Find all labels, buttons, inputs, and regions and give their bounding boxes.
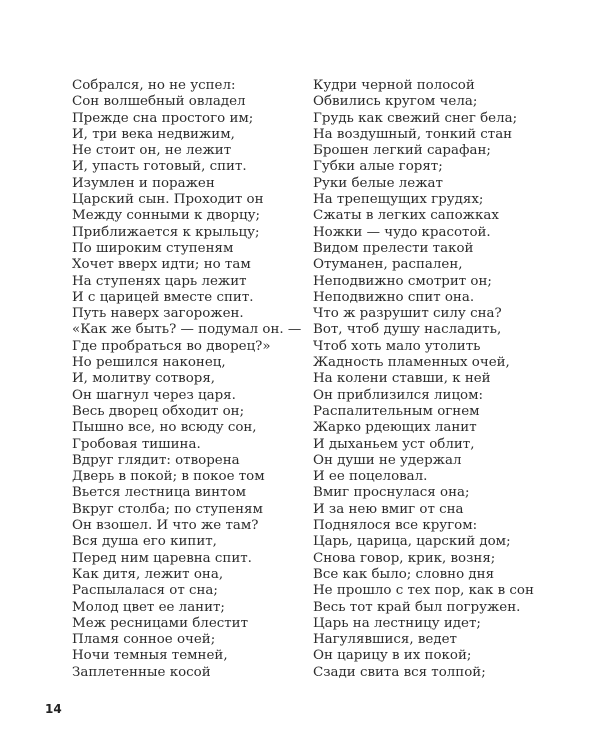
poem-line: И ее поцеловал. [313, 469, 428, 485]
poem-line: Вмиг проснулася она; [313, 485, 470, 501]
poem-right-column [313, 78, 534, 681]
poem-line: Вкруг столба; по ступеням [72, 501, 263, 517]
poem-line: И за нею вмиг от сна [313, 501, 464, 517]
poem-line: Распылалася от сна; [72, 583, 218, 599]
poem-line: Вдруг глядит: отворена [72, 452, 240, 468]
poem-line: На воздушный, тонкий стан [313, 126, 513, 142]
poem-line: Сзади свита вся толпой; [313, 664, 486, 680]
poem-line: Дверь в покой; в покое том [72, 469, 265, 485]
poem-line: Обвились кругом чела; [313, 94, 478, 110]
poem-line: Пламя сонное очей; [72, 632, 216, 648]
poem-line: Весь тот край был погружен. [313, 599, 521, 615]
poem-line: Где пробраться во дворец?» [72, 338, 271, 354]
poem-line: «Как же быть? — подумал он. — [72, 322, 302, 338]
poem-line: Жадность пламенных очей, [313, 355, 510, 371]
poem-line: Пышно все, но всюду сон, [72, 420, 257, 436]
poem-line: Путь наверх загорожен. [72, 306, 244, 322]
poem-line: Вся душа его кипит, [72, 534, 217, 550]
poem-left-column [72, 78, 301, 681]
poem-line: И, три века недвижим, [72, 126, 235, 142]
poem-line: И, молитву сотворя, [72, 371, 216, 387]
poem-line: Весь дворец обходит он; [72, 403, 245, 419]
poem-line: Он души не удержал [313, 452, 462, 468]
poem-line: Руки белые лежат [313, 175, 443, 191]
poem-line: Царь, царица, царский дом; [313, 534, 511, 550]
poem-line: На трепещущих грудях; [313, 192, 484, 208]
poem-line: Меж ресницами блестит [72, 615, 248, 631]
poem-line: Хочет вверх идти; но там [72, 257, 251, 273]
poem-line: Гробовая тишина. [72, 436, 201, 452]
poem-line: Грудь как свежий снег бела; [313, 110, 518, 126]
poem-line: Вот, чтоб душу насладить, [313, 322, 502, 338]
poem-line: Он царицу в их покой; [313, 648, 472, 664]
poem-line: Сон волшебный овладел [72, 94, 246, 110]
poem-line: Кудри черной полосой [313, 78, 475, 93]
poem-line: И, упасть готовый, спит. [72, 159, 247, 175]
poem-line: Нагулявшися, ведет [313, 632, 457, 648]
poem-line: Ночи темныя темней, [72, 648, 228, 664]
poem-line: Царь на лестницу идет; [313, 615, 481, 631]
poem-line: Сжаты в легких сапожках [313, 208, 499, 224]
poem-line: И дыханьем уст облит, [313, 436, 475, 452]
poem-line: Все как было; словно дня [313, 566, 495, 582]
poem-line: На ступенях царь лежит [72, 273, 247, 289]
poem-line: Неподвижно смотрит он; [313, 273, 492, 289]
poem-line: Поднялося все кругом: [313, 518, 478, 534]
poem-line: Перед ним царевна спит. [72, 550, 252, 566]
poem-line: Заплетенные косой [72, 664, 211, 680]
poem-line: Что ж разрушит силу сна? [313, 306, 502, 322]
poem-line: Чтоб хоть мало утолить [313, 338, 481, 354]
page-number: 14 [45, 702, 62, 716]
poem-line: Жарко рдеющих ланит [313, 420, 477, 436]
poem-line: По широким ступеням [72, 240, 234, 256]
poem-line: Губки алые горят; [313, 159, 443, 175]
poem-line: Брошен легкий сарафан; [313, 143, 491, 159]
poem-line: Но решился наконец, [72, 355, 226, 371]
poem-line: И с царицей вместе спит. [72, 289, 254, 305]
poem-line: Прежде сна простого им; [72, 110, 254, 126]
poem-line: Собрался, но не успел: [72, 78, 236, 93]
poem-line: Вьется лестница винтом [72, 485, 246, 501]
poem-line: Распалительным огнем [313, 403, 480, 419]
poem-line: Он взошел. И что же там? [72, 518, 259, 534]
poem-line: Он приблизился лицом: [313, 387, 484, 403]
poem-line: На колени ставши, к ней [313, 371, 491, 387]
poem-line: Не прошло с тех пор, как в сон [313, 583, 534, 599]
poem-line: Приближается к крыльцу; [72, 224, 260, 240]
poem-line: Молод цвет ее ланит; [72, 599, 225, 615]
poem-line: Видом прелести такой [313, 240, 474, 256]
poem-line: Не стоит он, не лежит [72, 143, 232, 159]
poem-line: Ножки — чудо красотой. [313, 224, 491, 240]
poem-line: Неподвижно спит она. [313, 289, 475, 305]
poem-line: Изумлен и поражен [72, 175, 215, 191]
poem-line: Он шагнул через царя. [72, 387, 236, 403]
poem-line: Отуманен, распален, [313, 257, 463, 273]
poem-line: Как дитя, лежит она, [72, 566, 224, 582]
poem-line: Между сонными к дворцу; [72, 208, 261, 224]
poem-line: Снова говор, крик, возня; [313, 550, 496, 566]
poem-line: Царский сын. Проходит он [72, 192, 264, 208]
